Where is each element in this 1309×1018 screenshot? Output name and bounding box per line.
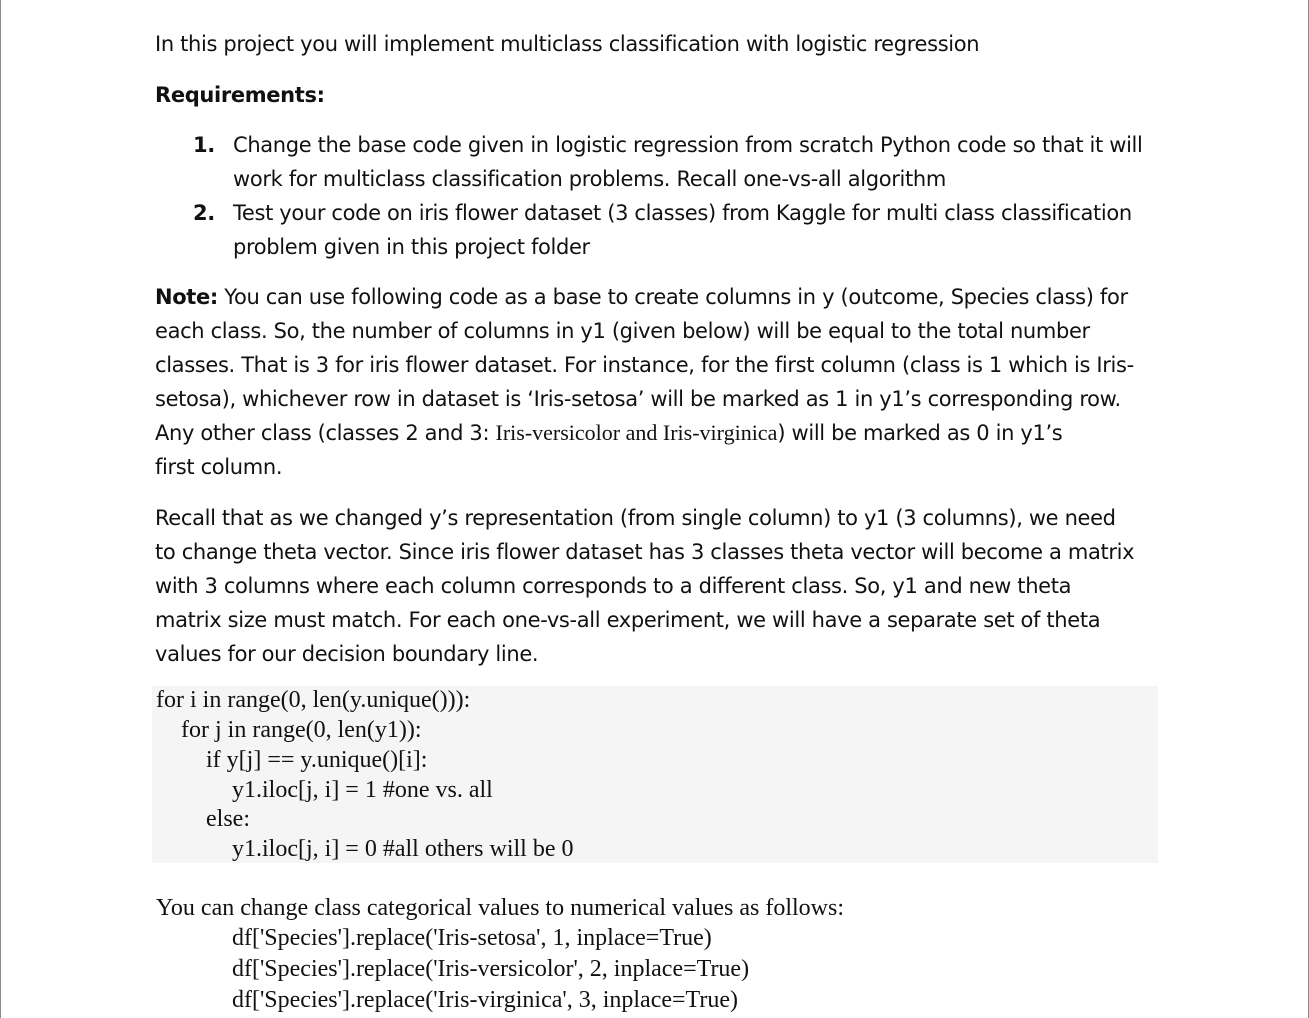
- note-text: You can use following code as a base to create columns in y (outcome, Species class) for: [217, 285, 1128, 309]
- code-line: y1.iloc[j, i] = 0 #all others will be 0: [232, 836, 574, 862]
- code-line: for j in range(0, len(y1)):: [181, 717, 422, 743]
- recall-text: matrix size must match. For each one-vs-all experiment, we will have a separate set of theta: [155, 608, 1101, 632]
- conversion-line: df['Species'].replace('Iris-versicolor', 2, inplace=True): [232, 956, 750, 982]
- note-text: Any other class (classes 2 and 3:: [155, 421, 496, 445]
- note-paragraph: [155, 280, 1155, 484]
- recall-paragraph: [155, 501, 1155, 671]
- conversion-line: df['Species'].replace('Iris-virginica', 3, inplace=True): [232, 987, 738, 1013]
- intro-paragraph: In this project you will implement multiclass classification with logistic regression: [155, 32, 980, 56]
- list-item-text: Change the base code given in logistic regression from scratch Python code so that it will: [233, 133, 1143, 157]
- list-item: [155, 128, 1155, 196]
- note-text: first column.: [155, 455, 283, 479]
- recall-text: Recall that as we changed y’s representation (from single column) to y1 (3 columns), we need: [155, 506, 1116, 530]
- list-item-number: 2.: [193, 201, 215, 225]
- note-text: classes. That is 3 for iris flower dataset. For instance, for the first column (class is 1 which is Iris-: [155, 353, 1134, 377]
- code-line: y1.iloc[j, i] = 1 #one vs. all: [232, 777, 493, 803]
- note-class-names: Iris-versicolor and Iris-virginica: [495, 420, 778, 445]
- list-item-text: problem given in this project folder: [233, 235, 590, 259]
- list-item-text: Test your code on iris flower dataset (3 classes) from Kaggle for multi class classification: [233, 201, 1132, 225]
- document-body: [155, 27, 1155, 671]
- note-text: ) will be marked as 0 in y1’s: [777, 421, 1063, 445]
- note-text: setosa), whichever row in dataset is ‘Iris-setosa’ will be marked as 1 in y1’s corresponding row.: [155, 387, 1121, 411]
- conversion-intro: You can change class categorical values to numerical values as follows:: [156, 895, 845, 921]
- note-label: Note:: [155, 285, 218, 309]
- recall-text: values for our decision boundary line.: [155, 642, 539, 666]
- conversion-line: df['Species'].replace('Iris-setosa', 1, inplace=True): [232, 925, 712, 951]
- note-text: each class. So, the number of columns in y1 (given below) will be equal to the total number: [155, 319, 1090, 343]
- code-line: else:: [206, 806, 250, 832]
- requirements-list: [155, 128, 1155, 264]
- list-item-number: 1.: [193, 133, 215, 157]
- requirements-heading: Requirements:: [155, 83, 325, 107]
- list-item: [155, 196, 1155, 264]
- code-line: if y[j] == y.unique()[i]:: [206, 747, 428, 773]
- recall-text: with 3 columns where each column corresponds to a different class. So, y1 and new theta: [155, 574, 1072, 598]
- code-line: for i in range(0, len(y.unique())):: [156, 687, 471, 713]
- recall-text: to change theta vector. Since iris flower dataset has 3 classes theta vector will become a matrix: [155, 540, 1135, 564]
- list-item-text: work for multiclass classification problems. Recall one-vs-all algorithm: [233, 167, 946, 191]
